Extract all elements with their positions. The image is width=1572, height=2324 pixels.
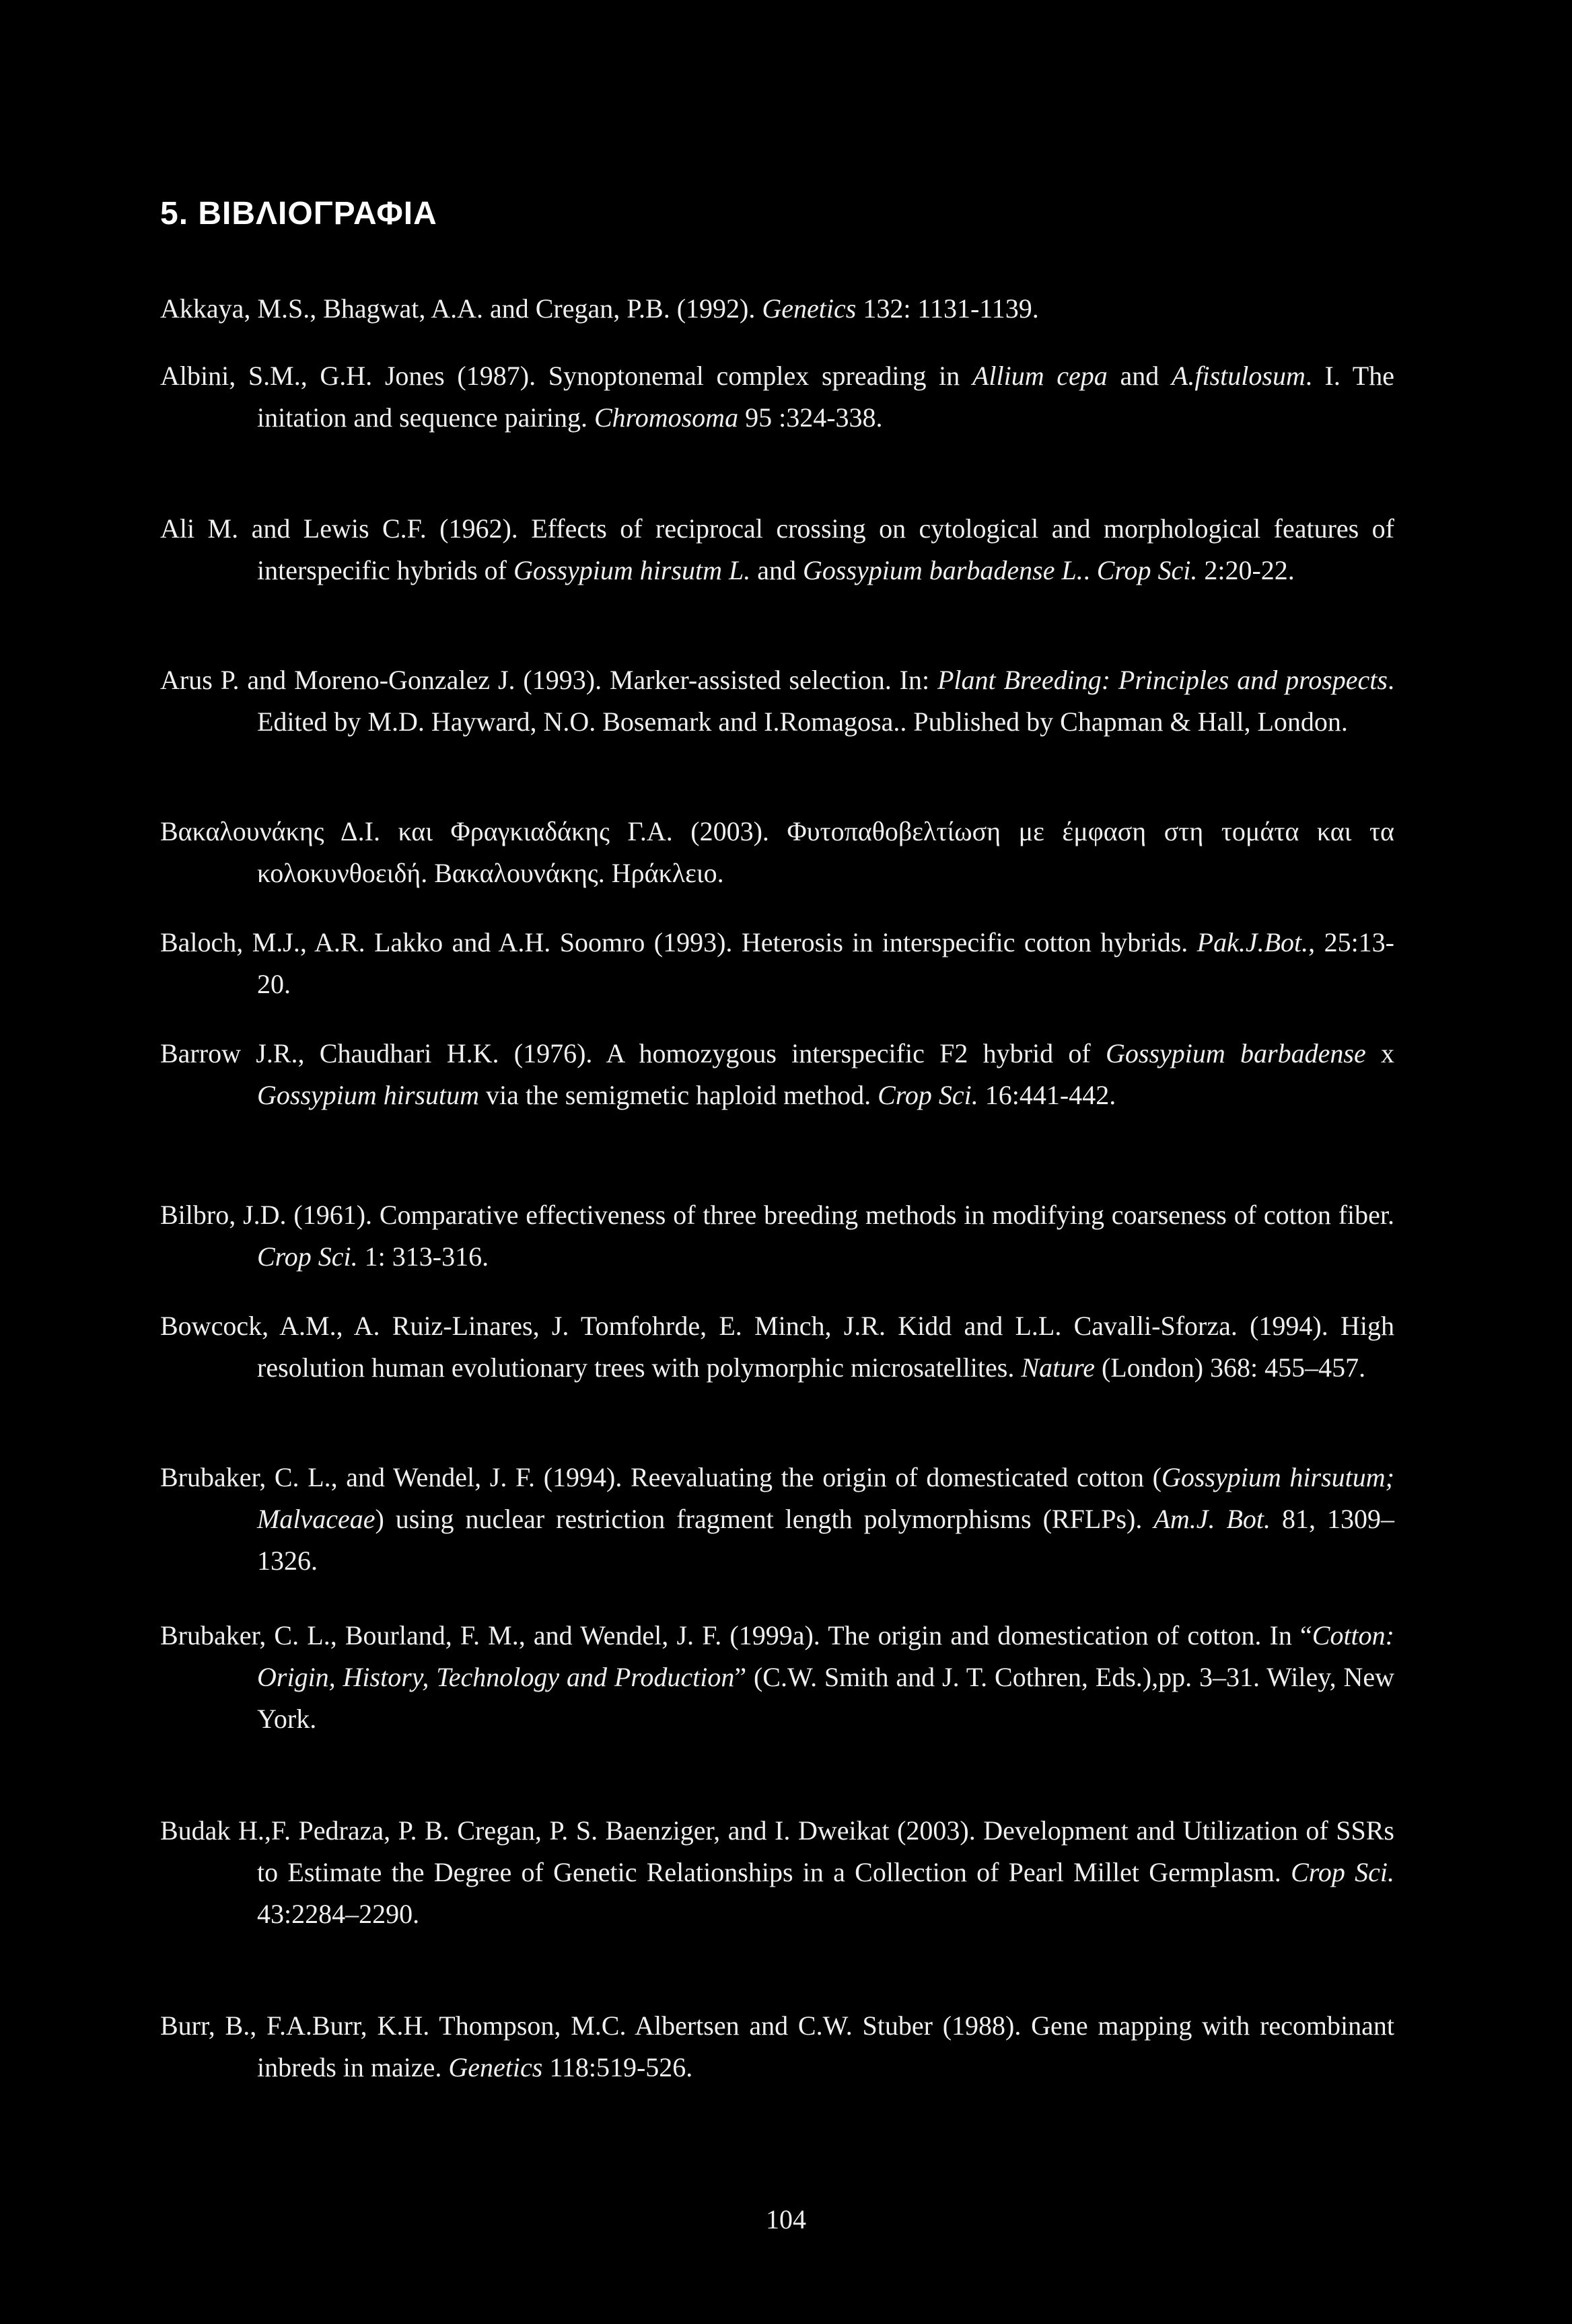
reference-vakalounakis: Βακαλουνάκης Δ.Ι. και Φραγκιαδάκης Γ.Α. (2003). Φυτοπαθοβελτίωση με έμφαση στη τομάτα και τα κολοκυνθοειδή. Βακαλουνάκης. Ηράκλειο. [160,816,1394,888]
reference-brubaker-1994: Brubaker, C. L., and Wendel, J. F. (1994). Reevaluating the origin of domesticated cotton (Gossypium hirsutum; Malvaceae) using nuclear restriction fragment length polymorphisms (RFLPs). Am.J. Bot. 81, 1309–1326. [160,1462,1395,1576]
reference-barrow: Barrow J.R., Chaudhari H.K. (1976). A homozygous interspecific F2 hybrid of Gossypium barbadense x Gossypium hirsutum via the semigmetic haploid method. Crop Sci. 16:441-442. [160,1038,1394,1110]
reference-bowcock: Bowcock, A.M., A. Ruiz-Linares, J. Tomfohrde, E. Minch, J.R. Kidd and L.L. Cavalli-Sforza. (1994). High resolution human evolutionary trees with polymorphic microsatellites. Nature (London) 368: 455–457. [160,1311,1394,1383]
reference-bilbro: Bilbro, J.D. (1961). Comparative effectiveness of three breeding methods in modifying coarseness of cotton fiber. Crop Sci. 1: 313-316. [160,1200,1394,1272]
reference-arus: Arus P. and Moreno-Gonzalez J. (1993). Marker-assisted selection. In: Plant Breeding: Principles and prospects. Edited by M.D. Hayward, N.O. Bosemark and I.Romagosa.. Published by Chapman & Hall, London. [160,665,1394,737]
reference-ali: Ali M. and Lewis C.F. (1962). Effects of reciprocal crossing on cytological and morphological features of interspecific hybrids of Gossypium hirsutm L. and Gossypium barbadense L.. Crop Sci. 2:20-22. [160,513,1394,585]
reference-brubaker-1999a: Brubaker, C. L., Bourland, F. M., and Wendel, J. F. (1999a). The origin and domestication of cotton. In “Cotton: Origin, History, Technology and Production” (C.W. Smith and J. T. Cothren, Eds.),pp. 3–31. Wiley, New York. [160,1620,1395,1734]
reference-baloch: Baloch, M.J., A.R. Lakko and A.H. Soomro (1993). Heterosis in interspecific cotton hybrids. Pak.J.Bot., 25:13-20. [160,927,1395,999]
reference-albini: Albini, S.M., G.H. Jones (1987). Synoptonemal complex spreading in Allium cepa and A.fistulosum. I. The initation and sequence pairing. Chromosoma 95 :324-338. [160,361,1394,433]
reference-akkaya: Akkaya, M.S., Bhagwat, A.A. and Cregan, P.B. (1992). Genetics 132: 1131-1139. [160,293,1039,324]
section-heading: 5. ΒΙΒΛΙΟΓΡΑΦΙΑ [160,196,437,231]
page-number: 104 [766,2204,806,2235]
reference-budak: Budak H.,F. Pedraza, P. B. Cregan, P. S. Baenziger, and I. Dweikat (2003). Development and Utilization of SSRs to Estimate the Degree of Genetic Relationships in a Collection of Pearl Millet Germplasm. Crop Sci. 43:2284–2290. [160,1815,1394,1929]
reference-burr: Burr, B., F.A.Burr, K.H. Thompson, M.C. Albertsen and C.W. Stuber (1988). Gene mapping with recombinant inbreds in maize. Genetics 118:519-526. [160,2010,1394,2082]
